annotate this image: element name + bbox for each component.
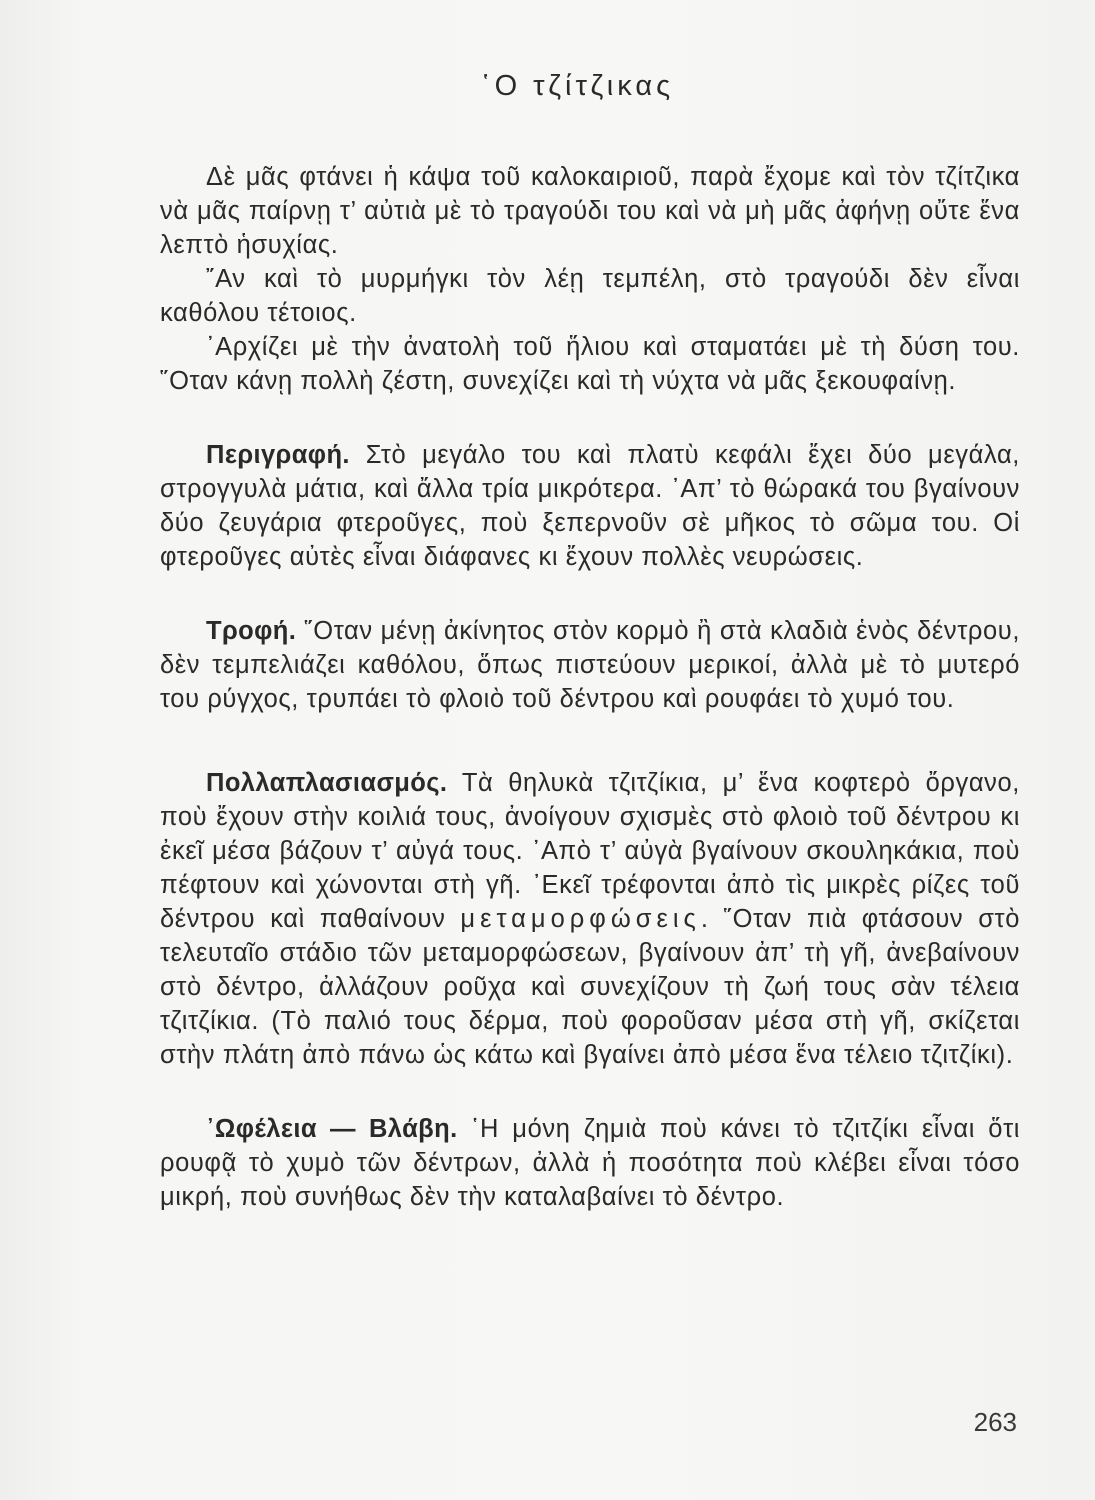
body-text — [160, 160, 1020, 1214]
section-food — [160, 614, 1020, 716]
section-heading: ᾿Ωφέλεια — Βλάβη. — [206, 1115, 458, 1143]
intro-paragraph-3: ᾿Αρχίζει μὲ τὴν ἀνατολὴ τοῦ ἥλιου καὶ σταματάει μὲ τὴ δύση του. ῞Οταν κάνῃ πολλὴ ζέστη, συνεχίζει καὶ τὴ νύχτα νὰ μᾶς ξεκουφαίνῃ. — [160, 333, 1020, 395]
intro-paragraph-1: Δὲ μᾶς φτάνει ἡ κάψα τοῦ καλοκαιριοῦ, παρὰ ἔχομε καὶ τὸν τζίτζικα νὰ μᾶς παίρνῃ τ’ αὐτιὰ μὲ τὸ τραγούδι του καὶ νὰ μὴ μᾶς ἀφήνῃ οὔτε ἕνα λεπτὸ ἡσυχίας. — [160, 163, 1020, 259]
page-number: 263 — [973, 1407, 1017, 1437]
section-text-continued: . ῞Οταν πιὰ φτάσουν στὸ τελευταῖο στάδιο τῶν μεταμορφώσεων, βγαίνουν ἀπ’ τὴ γῆ, ἀνεβαίνουν στὸ δέντρο, ἀλλάζουν ροῦχα καὶ συνεχίζουν τὴ ζωή τους σὰν τέλεια τζιτζίκια. (Τὸ παλιό τους δέρμα, ποὺ φοροῦσαν μέσα στὴ γῆ, σκίζεται στὴν πλάτη ἀπὸ πάνω ὡς κάτω καὶ βγαίνει ἀπὸ μέσα ἕνα τέλειο τζιτζίκι). — [160, 905, 1020, 1069]
section-text: Τὰ θηλυκὰ τζιτζίκια, μ’ ἕνα κοφτερὸ ὄργανο, ποὺ ἔχουν στὴν κοιλιά τους, ἀνοίγουν σχισμὲς στὸ φλοιὸ τοῦ δέντρου κι ἐκεῖ μέσα βάζουν τ’ αὐγά τους. ᾿Απὸ τ’ αὐγὰ βγαίνουν σκουληκάκια, ποὺ πέφτουν καὶ χώνονται στὴ γῆ. ᾿Εκεῖ τρέφονται ἀπὸ τὶς μικρὲς ρίζες τοῦ δέντρου καὶ παθαίνουν — [160, 769, 1020, 933]
intro-paragraph-2: ῎Αν καὶ τὸ μυρμήγκι τὸν λέῃ τεμπέλη, στὸ τραγούδι δὲν εἶναι καθόλου τέτοιος. — [160, 265, 1020, 327]
section-heading: Τροφή. — [206, 617, 297, 645]
section-text: ῞Οταν μένῃ ἀκίνητος στὸν κορμὸ ἢ στὰ κλαδιὰ ἑνὸς δέντρου, δὲν τεμπελιάζει καθόλου, ὅπως πιστεύουν μερικοί, ἀλλὰ μὲ τὸ μυτερό του ρύγχος, τρυπάει τὸ φλοιὸ τοῦ δέντρου καὶ ρουφάει τὸ χυμό του. — [160, 617, 1021, 713]
section-description — [160, 438, 1020, 574]
section-heading: Πολλαπλασιασμός. — [206, 769, 448, 797]
page-title: ῾Ο τζίτζικας — [480, 70, 675, 102]
section-reproduction — [160, 766, 1020, 1072]
section-benefit-harm — [160, 1112, 1020, 1214]
section-text: Στὸ μεγάλο του καὶ πλατὺ κεφάλι ἔχει δύο μεγάλα, στρογγυλὰ μάτια, καὶ ἄλλα τρία μικρότερα. ᾿Απ’ τὸ θώρακά του βγαίνουν δύο ζευγάρια φτεροῦγες, ποὺ ξεπερνοῦν σὲ μῆκος τὸ σῶμα του. Οἱ φτεροῦγες αὐτὲς εἶναι διάφανες κι ἔχουν πολλὲς νευρώσεις. — [160, 441, 1020, 571]
section-text: ῾Η μόνη ζημιὰ ποὺ κάνει τὸ τζιτζίκι εἶναι ὅτι ρουφᾷ τὸ χυμὸ τῶν δέντρων, ἀλλὰ ἡ ποσότητα ποὺ κλέβει εἶναι τόσο μικρή, ποὺ συνήθως δὲν τὴν καταλαβαίνει τὸ δέντρο. — [160, 1115, 1021, 1211]
section-heading: Περιγραφή. — [206, 441, 350, 469]
emphasized-word: μεταμορφώσεις — [460, 905, 701, 933]
